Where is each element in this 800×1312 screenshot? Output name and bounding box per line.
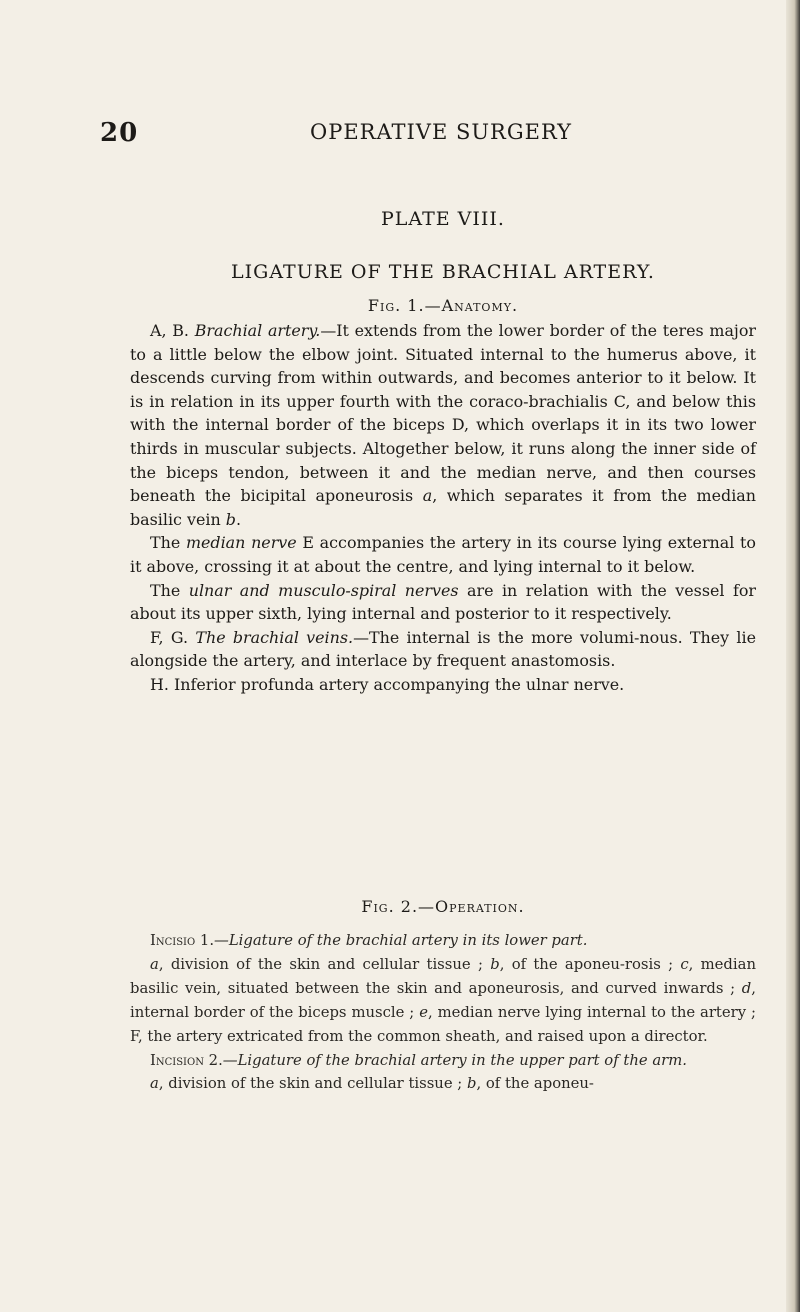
plate-title: PLATE VIII. xyxy=(381,208,505,230)
page-edge xyxy=(786,0,800,1312)
paragraph-inferior-profunda: H. Inferior profunda artery accompanying the ulnar nerve. xyxy=(150,674,625,694)
page-number: 20 xyxy=(100,118,139,148)
paragraph-median-nerve: The median nerve E accompanies the artery in its course lying external to it above, crossing it at about the centre, and lying internal to it below. xyxy=(130,533,756,576)
incisio-1-heading: Incisio 1.—Ligature of the brachial artery in its lower part. xyxy=(150,932,588,949)
incisio-2-text: a, division of the skin and cellular tissue ; b, of the aponeu- xyxy=(150,1075,594,1093)
running-title: OPERATIVE SURGERY xyxy=(310,120,573,144)
incisio-2-heading: Incision 2.—Ligature of the brachial artery in the upper part of the arm. xyxy=(150,1051,687,1069)
paragraph-ulnar-nerves: The ulnar and musculo-spiral nerves are in relation with the vessel for about its upper sixth, lying internal and posterior to it respectively. xyxy=(130,580,756,624)
figure-1-heading: Fig. 1.—Anatomy. xyxy=(367,296,519,315)
figure-2-heading: Fig. 2.—Operation. xyxy=(361,897,525,916)
running-head xyxy=(100,118,760,148)
anatomy-description xyxy=(130,319,756,697)
paragraph-brachial-artery: A, B. Brachial artery.—It extends from the lower border of the teres major to a little below the elbow joint. Situated internal to the humerus above, it descends curving from within outwards, and becomes anterior to it below. It is in relation in its upper fourth with the coraco-brachialis C, and below this with the internal border of the biceps D, which overlaps it in its two lower thirds in muscular subjects. Altogether below, it runs along the inner side of the biceps tendon, between it and the median nerve, and then courses beneath the bicipital aponeurosis a, which separates it from the median basilic vein b. xyxy=(130,321,757,529)
section-title: LIGATURE OF THE BRACHIAL ARTERY. xyxy=(231,261,655,283)
paragraph-brachial-veins: F, G. The brachial veins.—The internal is the more volumi-nous. They lie alongside the artery, and interlace by frequent anastomosis. xyxy=(130,627,757,671)
operation-description xyxy=(130,929,756,1096)
incisio-1-text: a, division of the skin and cellular tissue ; b, of the aponeu-rosis ; c, median basilic vein, situated between the skin and aponeurosis, and curved inwards ; d, internal border of the biceps muscle ; e, median nerve lying internal to the artery ; F, the artery extricated from the common sheath, and raised upon a director. xyxy=(130,955,756,1045)
